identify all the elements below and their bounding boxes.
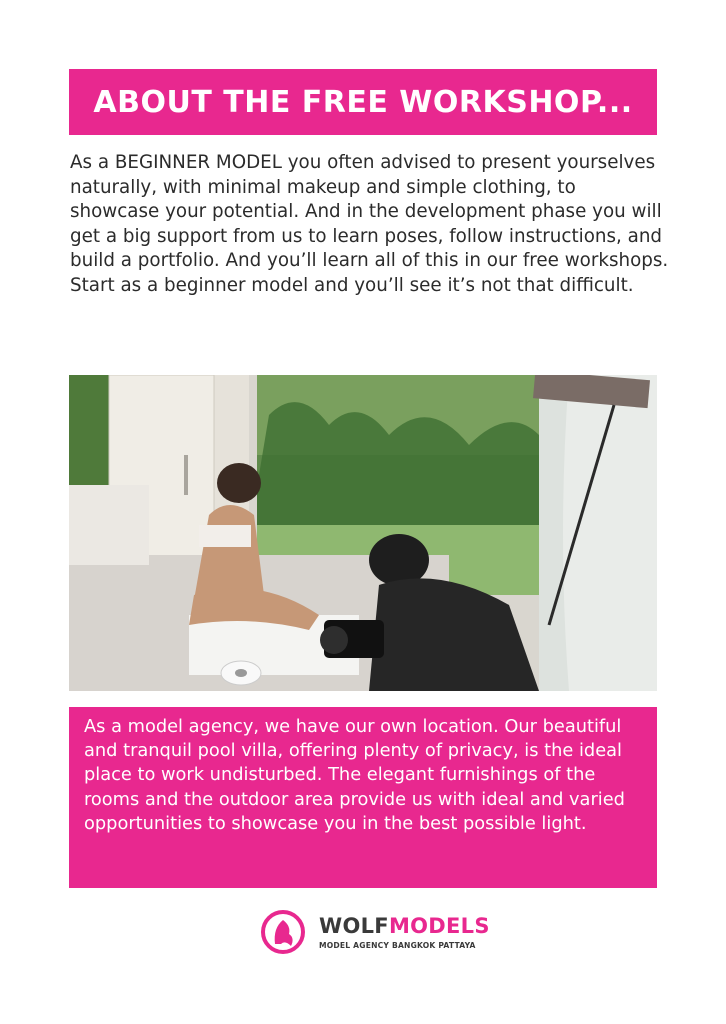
header-banner: [69, 69, 657, 135]
page-title: ABOUT THE FREE WORKSHOP...: [93, 84, 633, 120]
intro-paragraph: As a BEGINNER MODEL you often advised to present yourselves naturally, with minimal makeup and simple clothing, to showcase your potential. And in the development phase you will get a big support from us to learn poses, follow instructions, and build a portfolio. And you’ll learn all of this in our free workshops. Start as a beginner model and you’ll see it’s not that difficult.: [70, 152, 669, 296]
wolfmodels-logo: [261, 910, 490, 958]
logo-wordmark: [319, 914, 490, 938]
logo-wordmark-dark: WOLF: [319, 914, 389, 938]
logo-tagline: MODEL AGENCY BANGKOK PATTAYA: [319, 941, 476, 950]
logo-wordmark-accent: MODELS: [388, 914, 490, 938]
wolf-logo-icon: [261, 910, 305, 954]
location-paragraph: As a model agency, we have our own location. Our beautiful and tranquil pool villa, offering plenty of privacy, is the ideal place to work undisturbed. The elegant furnishings of the rooms and the outdoor area provide us with ideal and varied opportunities to showcase you in the best possible light.: [84, 716, 625, 834]
intro-text: [70, 151, 670, 298]
workshop-photo: [69, 375, 657, 691]
location-info-box: [69, 707, 657, 888]
workshop-photo-illustration: [69, 375, 657, 691]
